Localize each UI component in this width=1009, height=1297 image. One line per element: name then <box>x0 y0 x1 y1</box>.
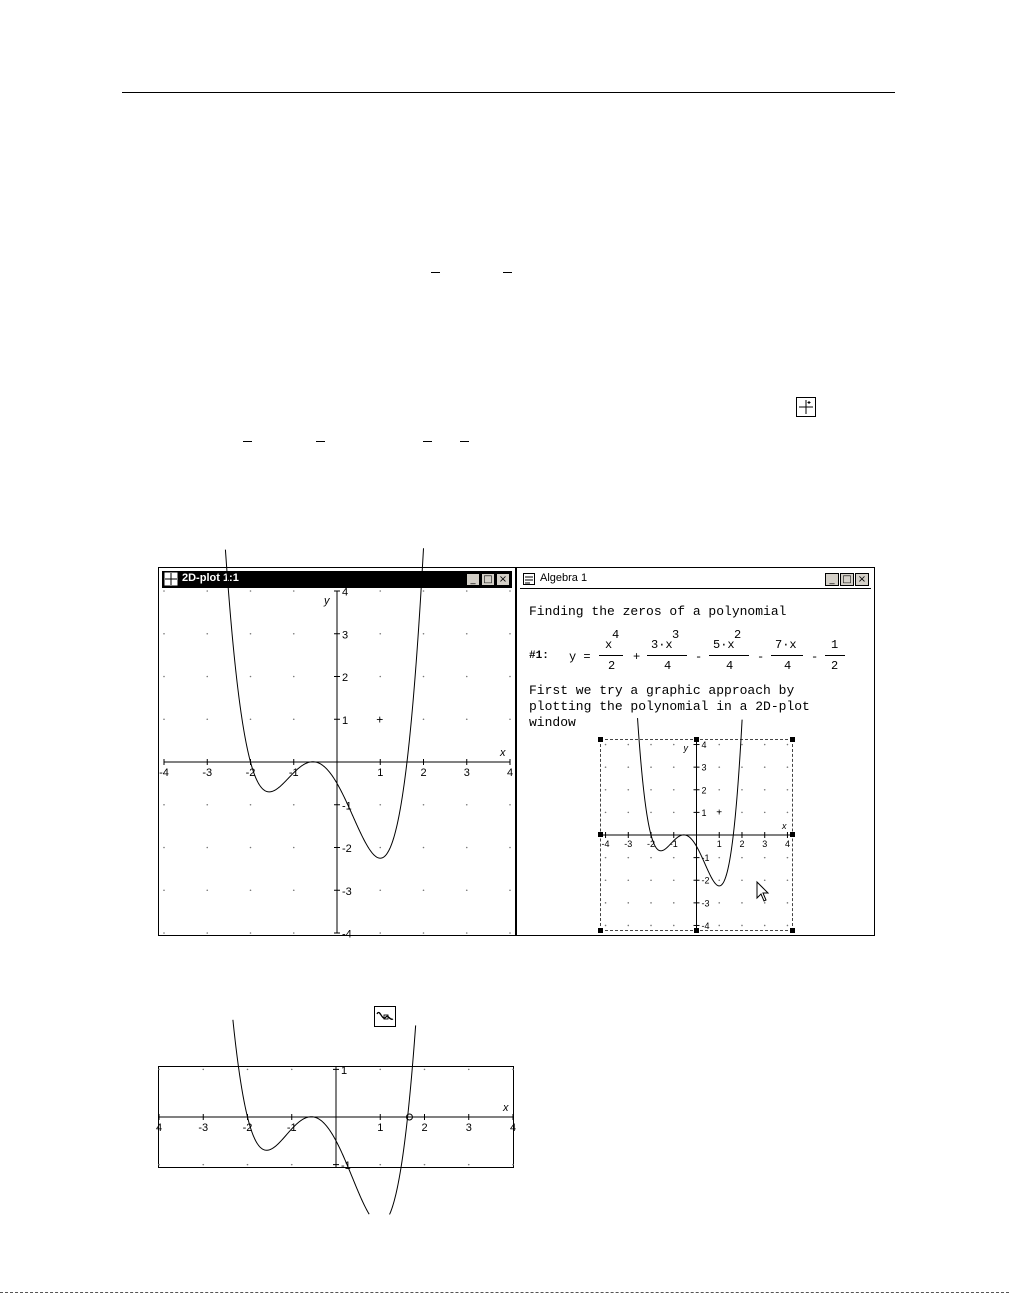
grid-dot <box>163 847 165 849</box>
grid-dot <box>250 889 252 891</box>
grid-dot <box>379 889 381 891</box>
grid-dot <box>250 718 252 720</box>
grid-dot <box>787 902 789 904</box>
expression-label[interactable]: #1: <box>529 650 549 662</box>
grid-dot <box>741 902 743 904</box>
y-tick-label: -4 <box>701 920 710 931</box>
grid-dot <box>206 676 208 678</box>
grid-dot <box>423 804 425 806</box>
grid-dot <box>764 925 766 927</box>
grid-dot <box>627 902 629 904</box>
term-denominator: 4 <box>726 659 734 673</box>
x-tick-label: 4 <box>784 839 790 849</box>
fraction-bar-fragment <box>316 441 325 442</box>
grid-dot <box>718 766 720 768</box>
function-curve <box>638 718 743 886</box>
term-denominator: 4 <box>784 659 792 673</box>
grid-dot <box>424 1164 426 1166</box>
term-numerator: 5·x <box>713 638 735 652</box>
grid-dot <box>379 1069 381 1071</box>
grid-dot <box>466 847 468 849</box>
y-tick-label: -1 <box>341 1160 351 1173</box>
grid-dot <box>741 812 743 814</box>
grid-dot <box>718 789 720 791</box>
grid-dot <box>512 1069 514 1071</box>
x-tick-label: 2 <box>739 839 745 849</box>
fraction-bar <box>599 655 623 656</box>
x-tick-label: 4 <box>155 1122 163 1134</box>
grid-dot <box>673 744 675 746</box>
grid-dot <box>293 718 295 720</box>
y-tick-label: 4 <box>701 740 707 751</box>
x-tick-label: -2 <box>647 839 656 849</box>
grid-dot <box>741 744 743 746</box>
plot-window-title: 2D-plot 1:1 <box>182 572 239 584</box>
selection-handle[interactable] <box>598 832 603 837</box>
x-tick-label: 1 <box>377 1122 384 1134</box>
grid-dot <box>650 902 652 904</box>
grid-dot <box>673 902 675 904</box>
grid-dot <box>379 590 381 592</box>
grid-dot <box>158 1164 160 1166</box>
fraction-bar-fragment <box>431 272 440 273</box>
mouse-pointer-icon <box>756 881 770 903</box>
grid-dot <box>627 812 629 814</box>
x-tick-label: -4 <box>159 767 169 779</box>
grid-dot <box>741 857 743 859</box>
grid-dot <box>605 857 607 859</box>
grid-dot <box>423 932 425 934</box>
grid-dot <box>605 789 607 791</box>
grid-dot <box>605 812 607 814</box>
fraction-bar <box>771 655 803 656</box>
grid-dot <box>379 1164 381 1166</box>
algebra-paragraph-line[interactable]: plotting the polynomial in a 2D-plot <box>529 699 810 714</box>
algebra-window-title: Algebra 1 <box>540 572 588 584</box>
grid-dot <box>206 889 208 891</box>
x-tick-label: -3 <box>624 839 633 849</box>
grid-dot <box>673 857 675 859</box>
grid-dot <box>291 1069 293 1071</box>
grid-dot <box>250 590 252 592</box>
grid-dot <box>466 718 468 720</box>
grid-dot <box>787 812 789 814</box>
term-numerator: 7·x <box>775 638 797 652</box>
term-numerator: x <box>605 638 613 652</box>
grid-dot <box>206 718 208 720</box>
bottom-rule <box>0 1292 1009 1293</box>
grid-dot <box>379 932 381 934</box>
fraction-bar-fragment <box>423 441 432 442</box>
grid-dot <box>650 766 652 768</box>
term-numerator: 3·x <box>651 638 673 652</box>
y-tick-label: 1 <box>341 1064 348 1077</box>
grid-dot <box>247 1069 249 1071</box>
grid-dot <box>379 633 381 635</box>
y-tick-label: 1 <box>701 807 707 818</box>
grid-dot <box>650 812 652 814</box>
term-operator: - <box>695 650 703 664</box>
algebra-paragraph-line[interactable]: window <box>529 715 576 730</box>
algebra-line-heading[interactable]: Finding the zeros of a polynomial <box>529 604 787 619</box>
y-tick-label: -3 <box>701 898 710 909</box>
crosshair-marker: + <box>716 807 723 819</box>
y-tick-label: 3 <box>342 629 349 642</box>
algebra-window[interactable] <box>516 567 875 936</box>
y-tick-label: 4 <box>342 586 349 599</box>
grid-dot <box>509 718 511 720</box>
term-exponent: 2 <box>734 628 742 642</box>
x-tick-label: 4 <box>509 1122 517 1134</box>
grid-dot <box>379 804 381 806</box>
grid-dot <box>605 902 607 904</box>
y-tick-label: 1 <box>342 714 349 727</box>
term-numerator: 1 <box>831 638 839 652</box>
grid-dot <box>673 812 675 814</box>
y-tick-label: -1 <box>701 853 710 864</box>
grid-dot <box>424 1069 426 1071</box>
grid-dot <box>466 590 468 592</box>
grid-dot <box>718 902 720 904</box>
grid-dot <box>158 1069 160 1071</box>
x-tick-label: -1 <box>286 1122 297 1134</box>
term-exponent: 4 <box>612 628 620 642</box>
grid-dot <box>293 804 295 806</box>
grid-dot <box>605 925 607 927</box>
x-tick-label: 3 <box>762 839 768 849</box>
maximize-button[interactable]: □ <box>481 573 495 586</box>
2d-plot-window-icon[interactable] <box>796 397 816 417</box>
grid-dot <box>293 889 295 891</box>
term-denominator: 4 <box>664 659 672 673</box>
x-tick-label: 3 <box>463 767 470 779</box>
algebra-window-titlebar[interactable] <box>520 571 871 589</box>
grid-dot <box>764 812 766 814</box>
grid-dot <box>468 1069 470 1071</box>
grid-dot <box>293 633 295 635</box>
y-axis-label: y <box>683 743 688 753</box>
grid-dot <box>206 590 208 592</box>
grid-dot <box>787 879 789 881</box>
grid-dot <box>718 744 720 746</box>
grid-dot <box>509 676 511 678</box>
grid-dot <box>163 676 165 678</box>
grid-dot <box>741 766 743 768</box>
grid-dot <box>741 925 743 927</box>
selection-handle[interactable] <box>598 737 603 742</box>
close-button[interactable]: × <box>496 573 510 586</box>
grid-dot <box>247 1164 249 1166</box>
grid-dot <box>423 590 425 592</box>
grid-dot <box>163 718 165 720</box>
grid-dot <box>509 804 511 806</box>
grid-dot <box>718 925 720 927</box>
x-tick-label: -3 <box>198 1122 209 1134</box>
fraction-bar <box>825 655 845 656</box>
grid-dot <box>466 676 468 678</box>
plot-window[interactable] <box>158 567 516 941</box>
grid-dot <box>291 1164 293 1166</box>
grid-icon <box>797 398 815 416</box>
y-tick-label: 2 <box>342 672 349 684</box>
algebra-window-icon <box>523 573 535 585</box>
grid-dot <box>250 847 252 849</box>
grid-dot <box>293 932 295 934</box>
y-tick-label: -1 <box>342 800 352 813</box>
term-exponent: 3 <box>672 628 680 642</box>
grid-dot <box>605 879 607 881</box>
x-tick-label: 1 <box>716 839 722 849</box>
grid-dot <box>787 857 789 859</box>
y-tick-label: 3 <box>701 762 707 773</box>
grid-dot <box>650 857 652 859</box>
x-tick-label: 1 <box>377 767 384 779</box>
grid-dot <box>650 744 652 746</box>
embedded-plot-object[interactable] <box>600 739 793 931</box>
fraction-bar-fragment <box>243 441 252 442</box>
grid-dot <box>787 744 789 746</box>
crosshair-marker: + <box>376 712 384 727</box>
grid-dot <box>627 879 629 881</box>
y-tick-label: -2 <box>701 875 710 886</box>
grid-dot <box>466 633 468 635</box>
x-axis-label: x <box>503 1102 509 1114</box>
grid-dot <box>627 925 629 927</box>
grid-dot <box>509 847 511 849</box>
grid-dot <box>605 744 607 746</box>
y-tick-label: -4 <box>342 928 352 941</box>
grid-dot <box>423 847 425 849</box>
zoom-plot-canvas[interactable] <box>155 1064 517 1173</box>
grid-dot <box>509 590 511 592</box>
y-tick-label: -2 <box>342 843 352 855</box>
x-tick-label: 4 <box>506 767 514 779</box>
grid-dot <box>293 847 295 849</box>
x-axis-label: x <box>782 821 787 831</box>
grid-dot <box>673 789 675 791</box>
selection-handle[interactable] <box>598 928 603 933</box>
x-tick-label: 3 <box>465 1122 472 1134</box>
grid-dot <box>627 766 629 768</box>
trace-icon <box>375 1007 395 1026</box>
minimize-button[interactable]: _ <box>466 573 480 586</box>
grid-dot <box>627 744 629 746</box>
grid-dot <box>741 879 743 881</box>
selection-handle[interactable] <box>790 737 795 742</box>
header-rule <box>122 92 895 93</box>
fraction-bar-fragment <box>503 272 512 273</box>
grid-dot <box>650 925 652 927</box>
grid-dot <box>468 1164 470 1166</box>
grid-dot <box>423 633 425 635</box>
grid-dot <box>509 633 511 635</box>
grid-dot <box>163 804 165 806</box>
x-tick-label: -1 <box>669 839 678 849</box>
plot-window-icon <box>165 573 177 585</box>
x-tick-label: -3 <box>202 767 213 779</box>
grid-dot <box>673 879 675 881</box>
x-tick-label: 2 <box>421 1122 428 1134</box>
grid-dot <box>163 932 165 934</box>
algebra-paragraph-line[interactable]: First we try a graphic approach by <box>529 683 795 698</box>
grid-dot <box>509 889 511 891</box>
trace-plot-icon[interactable] <box>374 1006 396 1027</box>
grid-dot <box>764 789 766 791</box>
x-tick-label: -4 <box>601 839 610 849</box>
y-tick-label: 2 <box>701 785 707 796</box>
grid-dot <box>509 932 511 934</box>
grid-dot <box>787 925 789 927</box>
grid-dot <box>718 857 720 859</box>
y-tick-label: -3 <box>342 885 352 898</box>
grid-dot <box>466 889 468 891</box>
grid-dot <box>512 1164 514 1166</box>
grid-dot <box>650 789 652 791</box>
grid-dot <box>627 857 629 859</box>
grid-dot <box>206 847 208 849</box>
grid-dot <box>423 676 425 678</box>
grid-dot <box>466 804 468 806</box>
grid-dot <box>163 889 165 891</box>
selection-handle[interactable] <box>694 928 699 933</box>
selection-handle[interactable] <box>694 737 699 742</box>
close-button[interactable]: × <box>855 573 869 586</box>
grid-dot <box>605 766 607 768</box>
grid-dot <box>163 590 165 592</box>
grid-dot <box>202 1164 204 1166</box>
grid-dot <box>206 633 208 635</box>
grid-dot <box>764 766 766 768</box>
grid-dot <box>202 1069 204 1071</box>
x-axis-label: x <box>500 747 506 759</box>
y-axis-label: y <box>324 595 330 607</box>
grid-dot <box>627 789 629 791</box>
grid-dot <box>466 932 468 934</box>
term-operator: - <box>757 650 765 664</box>
plot-canvas[interactable] <box>159 586 514 941</box>
grid-dot <box>650 879 652 881</box>
grid-dot <box>787 789 789 791</box>
grid-dot <box>250 676 252 678</box>
grid-dot <box>741 789 743 791</box>
grid-dot <box>673 925 675 927</box>
minimize-button[interactable]: _ <box>825 573 839 586</box>
term-denominator: 2 <box>608 659 616 673</box>
grid-dot <box>206 932 208 934</box>
grid-dot <box>293 590 295 592</box>
grid-dot <box>379 847 381 849</box>
fraction-bar <box>647 655 687 656</box>
zoom-plot-frame[interactable] <box>155 1064 517 1173</box>
selection-handle[interactable] <box>790 928 795 933</box>
fraction-bar-fragment <box>460 441 469 442</box>
grid-dot <box>423 718 425 720</box>
x-tick-label: -2 <box>242 1122 253 1134</box>
maximize-button[interactable]: □ <box>840 573 854 586</box>
grid-dot <box>673 766 675 768</box>
selection-handle[interactable] <box>790 832 795 837</box>
grid-dot <box>250 932 252 934</box>
grid-dot <box>206 804 208 806</box>
plot-window-titlebar[interactable] <box>162 571 512 588</box>
x-tick-label: 2 <box>420 767 427 779</box>
grid-dot <box>379 676 381 678</box>
expression-lhs: y = <box>569 650 591 664</box>
grid-dot <box>764 744 766 746</box>
grid-dot <box>764 857 766 859</box>
grid-dot <box>163 633 165 635</box>
grid-dot <box>293 676 295 678</box>
grid-dot <box>718 879 720 881</box>
term-operator: + <box>633 650 641 664</box>
x-tick-label: -1 <box>288 767 299 779</box>
grid-dot <box>787 766 789 768</box>
grid-dot <box>250 804 252 806</box>
grid-dot <box>250 633 252 635</box>
term-denominator: 2 <box>831 659 839 673</box>
fraction-bar <box>709 655 749 656</box>
grid-dot <box>423 889 425 891</box>
term-operator: - <box>811 650 819 664</box>
x-tick-label: -2 <box>245 767 256 779</box>
